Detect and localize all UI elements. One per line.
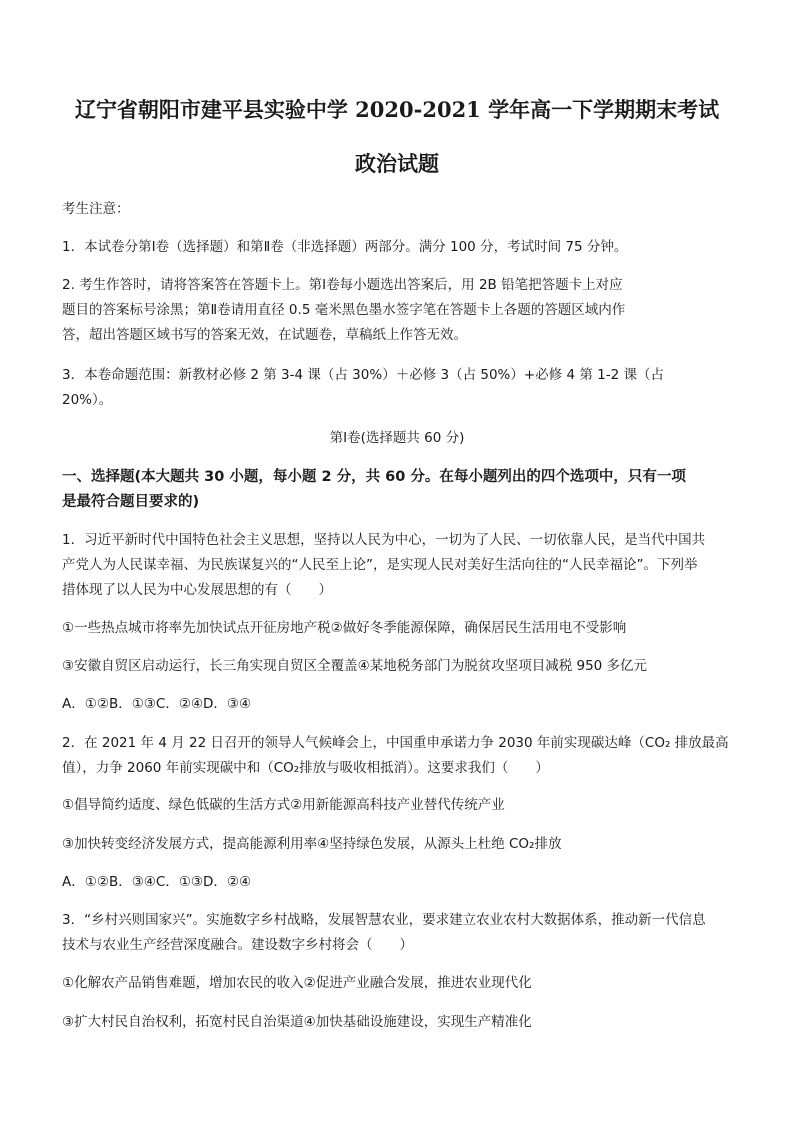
notice-label: 考生注意： bbox=[62, 201, 130, 217]
section-title: 第Ⅰ卷(选择题共 60 分) bbox=[329, 430, 465, 446]
question-2-options: A．①②B．③④C．①③D．②④ bbox=[62, 874, 252, 890]
question-3-line-1: 3．“乡村兴则国家兴”。实施数字乡村战略，发展智慧农业，要求建立农业农村大数据体系，推动新一代信息 bbox=[62, 912, 706, 928]
notice-item-2-line-2: 题目的答案标号涂黑；第Ⅱ卷请用直径 0.5 毫米黑色墨水签字笔在答题卡上各题的答题区域内作 bbox=[62, 302, 626, 318]
section-heading-line-1: 一、选择题(本大题共 30 小题，每小题 2 分，共 60 分。在每小题列出的四个选项中，只有一项 bbox=[62, 469, 686, 485]
question-1-line-3: 措体现了以人民为中心发展思想的有（ ） bbox=[62, 582, 332, 598]
question-1-statements-1: ①一些热点城市将率先加快试点开征房地产税②做好冬季能源保障，确保居民生活用电不受影响 bbox=[62, 620, 627, 636]
notice-item-1: 1．本试卷分第Ⅰ卷（选择题）和第Ⅱ卷（非选择题）两部分。满分 100 分，考试时间 75 分钟。 bbox=[62, 239, 628, 255]
question-3-statements-1: ①化解农产品销售难题，增加农民的收入②促进产业融合发展，推进农业现代化 bbox=[62, 975, 532, 991]
exam-subtitle: 政治试题 bbox=[355, 151, 439, 176]
question-2-line-2: 值），力争 2060 年前实现碳中和（CO₂排放与吸收相抵消）。这要求我们（ ） bbox=[62, 760, 549, 776]
question-3-line-2: 技术与农业生产经营深度融合。建设数字乡村将会（ ） bbox=[62, 937, 413, 953]
notice-item-3-line-1: 3．本卷命题范围：新教材必修 2 第 3-4 课（占 30%）＋必修 3（占 50%）+必修 4 第 1-2 课（占 bbox=[62, 367, 664, 383]
question-1-statements-2: ③安徽自贸区启动运行，长三角实现自贸区全覆盖④某地税务部门为脱贫攻坚项目减税 950 多亿元 bbox=[62, 658, 648, 674]
question-2-line-1: 2．在 2021 年 4 月 22 日召开的领导人气候峰会上，中国重申承诺力争 2030 年前实现碳达峰（CO₂ 排放最高 bbox=[62, 735, 729, 751]
question-3-statements-2: ③扩大村民自治权利，拓宽村民自治渠道④加快基础设施建设，实现生产精准化 bbox=[62, 1014, 532, 1030]
notice-item-2-line-3: 答，超出答题区域书写的答案无效，在试题卷，草稿纸上作答无效。 bbox=[62, 327, 467, 343]
notice-item-2-line-1: 2. 考生作答时，请将答案答在答题卡上。第Ⅰ卷每小题选出答案后，用 2B 铅笔把答题卡上对应 bbox=[62, 277, 623, 293]
question-1-line-1: 1．习近平新时代中国特色社会主义思想，坚持以人民为中心，一切为了人民、一切依靠人民，是当代中国共 bbox=[62, 532, 706, 548]
exam-title: 辽宁省朝阳市建平县实验中学 2020-2021 学年高一下学期期末考试 bbox=[74, 97, 720, 122]
notice-item-3-line-2: 20%）。 bbox=[62, 392, 113, 408]
question-1-line-2: 产党人为人民谋幸福、为民族谋复兴的“人民至上论”，是实现人民对美好生活向往的“人民幸福论”。下列举 bbox=[62, 557, 698, 573]
question-1-options: A．①②B．①③C．②④D．③④ bbox=[62, 696, 252, 712]
section-heading-line-2: 是最符合题目要求的) bbox=[62, 494, 200, 510]
question-2-statements-2: ③加快转变经济发展方式，提高能源利用率④坚持绿色发展，从源头上杜绝 CO₂排放 bbox=[62, 836, 562, 852]
question-2-statements-1: ①倡导简约适度、绿色低碳的生活方式②用新能源高科技产业替代传统产业 bbox=[62, 797, 505, 813]
